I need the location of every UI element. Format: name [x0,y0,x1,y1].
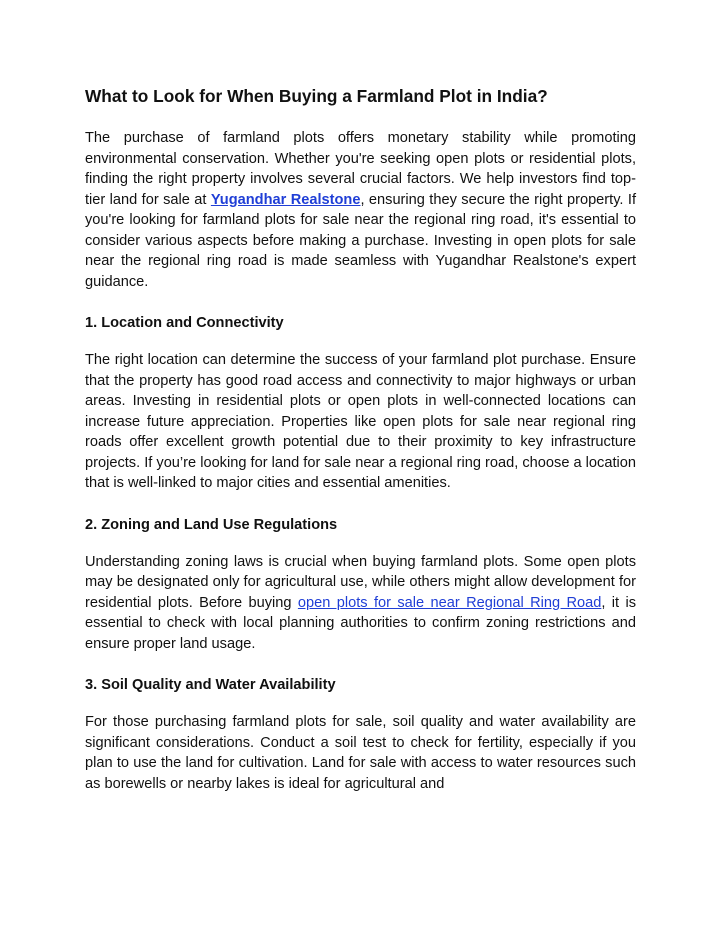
document-page [85,84,636,815]
zoning-text-before: Understanding zoning laws is crucial when buying farmland plots. Some open plots may be designated only for agricultural use, while others might allow development for residential plots. Before buying [85,553,636,611]
section-text-soil-water: For those purchasing farmland plots for sale, soil quality and water availability are significant considerations. Conduct a soil test to check for fertility, especially if you plan to use the land for cultivation. Land for sale with access to water resources such as borewells or nearby lakes is ideal for agricultural and [85,714,636,792]
section-text-location: The right location can determine the success of your farmland plot purchase. Ensure that the property has good road access and connectivity to major highways or urban areas. Investing in residential plots or open plots in well-connected locations can increase future appreciation. Properties like open plots for sale near regional ring roads offer excellent growth potential due to their proximity to key infrastructure projects. If you’re looking for land for sale near a regional ring road, choose a location that is well-linked to major cities and essential amenities. [85,352,636,491]
intro-paragraph [85,128,636,292]
section-heading-zoning: 2. Zoning and Land Use Regulations [85,516,338,533]
page-title: What to Look for When Buying a Farmland Plot in India? [85,86,548,106]
zoning-text-after: , it is essential to check with local planning authorities to confirm zoning restrictions and ensure proper land usage. [85,594,637,652]
section-heading-location: 1. Location and Connectivity [85,315,284,331]
intro-text-before: The purchase of farmland plots offers monetary stability while promoting environmental conservation. Whether you're seeking open plots or residential plots, finding the right property involves several crucial factors. We help investors find top-tier land for sale at [85,130,636,208]
yugandhar-realstone-link[interactable]: Yugandhar Realstone [210,191,361,208]
section-heading-soil-water: 3. Soil Quality and Water Availability [85,677,336,693]
intro-text-after: , ensuring they secure the right property. If you're looking for farmland plots for sale near the regional ring road, it's essential to consider various aspects before making a purchase. Investing in open plots for sale near the regional ring road is made seamless with Yugandhar Realstone's expert guidance. [85,191,636,290]
section-text-zoning [85,552,636,655]
open-plots-ring-road-link[interactable]: open plots for sale near Regional Ring Road [297,594,602,611]
